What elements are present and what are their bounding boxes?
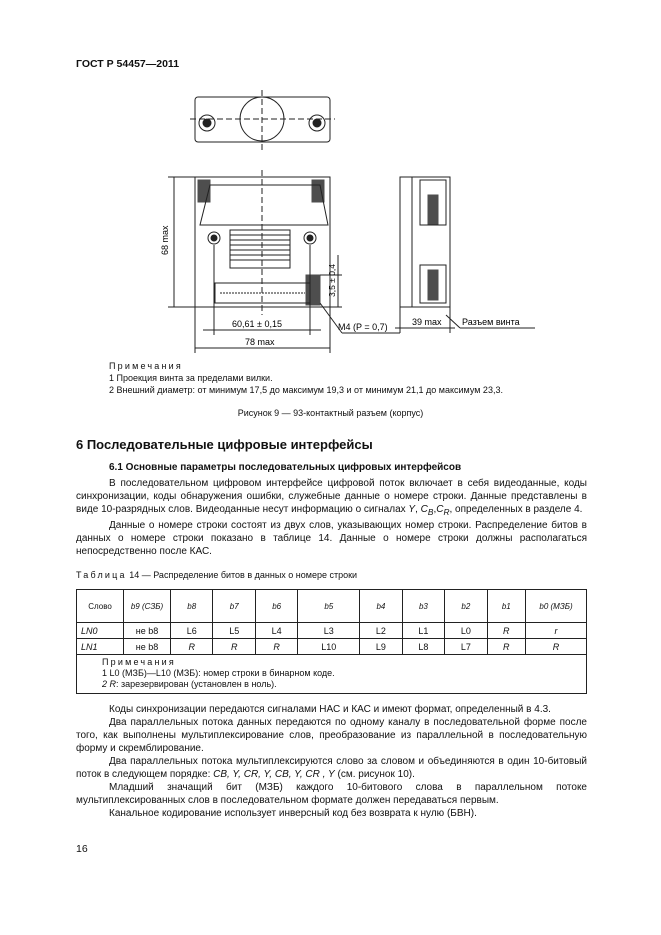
dim-thread: M4 (P = 0,7) xyxy=(338,322,388,332)
dim-connector: Разъем винта xyxy=(462,317,520,327)
section-heading: 6 Последовательные цифровые интерфейсы xyxy=(76,437,373,452)
paragraph-4: Два параллельных потока данных передаются по одному каналу в последовательной форме после того, как выполнены мультиплексирование слов, преобразование из параллельной в последовательную форму и скремблирование. xyxy=(76,717,587,754)
figure-note-1: 1 Проекция винта за пределами вилки. xyxy=(109,373,273,383)
document-header: ГОСТ Р 54457—2011 xyxy=(76,58,180,70)
subsection-heading: 6.1 Основные параметры последовательных цифровых интерфейсов xyxy=(109,462,462,473)
table-notes-row xyxy=(77,655,587,694)
dim-width: 78 max xyxy=(245,337,275,347)
dim-screw: 3,5 ± 0,4 xyxy=(327,263,337,297)
figure-notes-title: Примечания xyxy=(109,361,183,371)
connector-drawing xyxy=(150,85,550,360)
page-number: 16 xyxy=(76,843,88,855)
dim-height: 68 max xyxy=(160,225,170,255)
body-paragraphs-2 xyxy=(76,703,587,820)
paragraph-1: В последовательном цифровом интерфейсе цифровой поток включает в себя видеоданные, коды синхронизации, коды обнаружения ошибки, служебные данные о номере строки. Данные представлены в виде 10-разрядных слов. Видеоданные несут информацию о сигналах Y, $C_B,C_R$, определенных в разделе 4. xyxy=(76,478,587,517)
dim-depth: 39 max xyxy=(412,317,442,327)
dim-pitch: 60,61 ± 0,15 xyxy=(232,319,282,329)
side-view-body xyxy=(400,177,450,307)
paragraph-7: Канальное кодирование использует инверсный код без возврата к нулю (БВН). xyxy=(109,808,477,819)
paragraph-3: Коды синхронизации передаются сигналами НАС и КАС и имеют формат, определенный в 4.3. xyxy=(109,704,551,715)
paragraph-2: Данные о номере строки состоят из двух слов, указывающих номер строки. Распределение битов в данных о номере строки показано в таблице 14. Данные о номере строки должны располагаться непосредственно после КАС. xyxy=(76,520,587,557)
table-row: LN1 не b8 R R R L10 L9 L8 L7 R R xyxy=(77,639,587,655)
table-note-1: 1 L0 (МЗБ)—L10 (МЗБ): номер строки в бинарном коде. xyxy=(102,668,335,678)
table-header-row: Слово b9 (СЗБ) b8 b7 b6 b5 b4 b3 b2 b1 b0 (МЗБ) xyxy=(77,590,587,623)
table-note-2: 2 R: зарезервирован (установлен в ноль). xyxy=(102,679,277,689)
table-caption: Таблица 14 — Распределение битов в данных о номере строки xyxy=(76,570,358,580)
table-notes-title: Примечания xyxy=(102,657,176,667)
table-row: LN0 не b8 L6 L5 L4 L3 L2 L1 L0 R r xyxy=(77,623,587,639)
bit-distribution-table xyxy=(76,589,587,694)
body-paragraphs-1 xyxy=(76,477,587,558)
figure-caption: Рисунок 9 — 93-контактный разъем (корпус) xyxy=(237,408,424,418)
figure-note-2: 2 Внешний диаметр: от минимум 17,5 до максимум 19,3 и от минимум 21,1 до максимум 23,3. xyxy=(109,385,503,395)
paragraph-6: Младший значащий бит (МЗБ) каждого 10-битового слова в параллельном потоке мультиплексированных слов в последовательном формате должен передаваться первым. xyxy=(76,782,587,806)
paragraph-5: Два параллельных потока мультиплексируются слово за словом и объединяются в один 10-битовый поток в следующем порядке: CB, Y, CR, Y, CB, Y, CR , Y (см. рисунок 10). xyxy=(76,756,587,780)
